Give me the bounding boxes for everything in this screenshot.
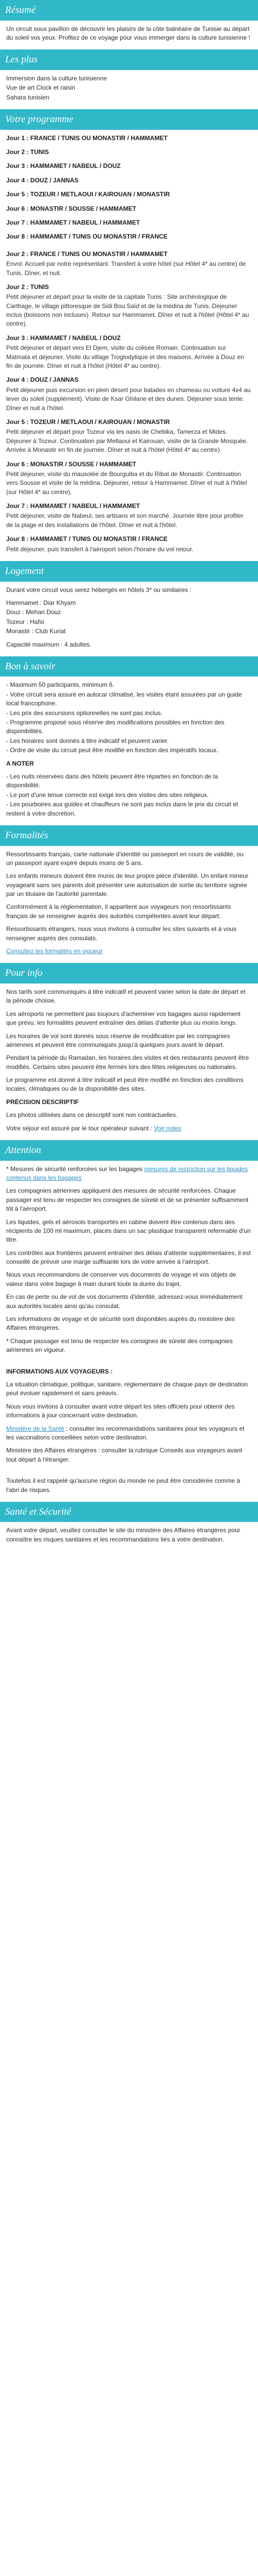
- day-title: Jour 8 : HAMMAMET / TUNIS OU MONASTIR / FRANCE: [6, 233, 168, 241]
- attention-lead: [6, 1165, 252, 1183]
- formalites-section: [0, 850, 258, 956]
- attention-section: [0, 1165, 258, 1495]
- day-description: Petit déjeuner puis excursion en plein désert pour balades en chameau ou voiture 4x4 au lever du soleil (supplément). Visite de Ksar Ghilane et des dunes. Déjeuner sous tente. Dîner et nuit à l'hôtel.: [6, 386, 251, 412]
- day-title: Jour 2 : FRANCE / TUNIS OU MONASTIR / HAMMAMET: [6, 250, 168, 258]
- info-item: - Les horaires sont donnés à titre indicatif et peuvent varier.: [6, 737, 169, 744]
- liquids-restriction-link[interactable]: mesures de restriction sur les liquides contenus dans les bagages: [6, 1165, 248, 1181]
- note-item: - Les nuits réservées dans des hôtels peuvent être réparties en fonction de la disponibilité.: [6, 773, 218, 789]
- resume-text: Un circuit sous pavillon de découvrir les plaisirs de la côte balnéaire de Tunisie au départ du soleil vos yeux. Profitez de ce voyage pour vous immerger dans la culture tunisienne !: [6, 25, 250, 41]
- ministere-sante-text: : consulter les recommandations sanitaires pour les voyageurs et les vaccinations conseillées selon votre destination.: [6, 1425, 245, 1441]
- highlights-list: [6, 74, 252, 102]
- sante-text: Avant votre départ, veuillez consulter le site du ministère des Affaires étrangères pour connaître les risques sanitaires et les recommandations liés à votre destination.: [6, 1527, 240, 1543]
- operator-note: [6, 1124, 252, 1133]
- info-voyageurs-heading: INFORMATIONS AUX VOYAGEURS :: [6, 1367, 113, 1375]
- day-title: Jour 5 : TOZEUR / METLAOUI / KAIROUAN / MONASTIR: [6, 418, 170, 426]
- info-paragraph: Les aéroports ne permettent pas toujours d'acheminer vos bagages aussi rapidement que prévu, les formalités peuvent entraîner des délais d'attente plus ou moins longs.: [6, 1010, 240, 1027]
- info-list: [6, 681, 252, 755]
- bon-savoir-section: [0, 681, 258, 818]
- attention-paragraph: En cas de perte ou de vol de vos documents d'identité, adressez-vous immédiatement aux autorités locales ainsi qu'au consulat.: [6, 1293, 243, 1310]
- formalites-paragraph: Les enfants mineurs doivent être munis de leur propre pièce d'identité. Un enfant mineur voyageant sans ses parents doit présenter une autorisation de sortie du territoire signée par un titulaire de l'autorité parentale.: [6, 872, 249, 898]
- note-heading: A NOTER: [6, 759, 34, 767]
- day-title: Jour 2 : TUNIS: [6, 283, 49, 291]
- attention-paragraph: Les compagnies aériennes appliquent des mesures de sécurité renforcées. Chaque passager est tenu de respecter les consignes de sûreté et de se présenter suffisamment tôt à l'aéroport.: [6, 1187, 249, 1213]
- attention-lead-text: * Mesures de sécurité renforcées sur les bagages: [6, 1165, 143, 1173]
- section-header-resume: Résumé: [0, 0, 258, 21]
- section-header-les-plus: Les plus: [0, 49, 258, 70]
- sante-section: [0, 1526, 258, 1544]
- highlight-item: Vue de art Clock et raisin: [6, 84, 75, 92]
- info-paragraph: Pendant la période du Ramadan, les horaires des visites et des restaurants peuvent être modifiés. Certains sites peuvent être fermés lors des fêtes religieuses ou nationales.: [6, 1054, 249, 1071]
- ministere-line: [6, 1425, 252, 1443]
- resume-section: [0, 25, 258, 43]
- precision-heading: PRÉCISION DESCRIPTIF: [6, 1098, 79, 1106]
- highlight-item: Immersion dans la culture tunisienne: [6, 74, 107, 82]
- info-paragraph: Le programme est donné à titre indicatif et peut être modifié en fonction des conditions locales, climatiques ou de la disponibilité des sites.: [6, 1076, 244, 1093]
- programme-section: [0, 134, 258, 554]
- attention-paragraph: Les contrôles aux frontières peuvent entraîner des délais d'attente supplémentaires, il est conseillé de prévoir une marge suffisante lors de votre arrivée à l'aéroport.: [6, 1249, 251, 1266]
- logement-section: [0, 586, 258, 649]
- hotel-item: Tozeur : Hafsi: [6, 618, 44, 625]
- section-header-programme: Votre programme: [0, 109, 258, 130]
- day-title: Jour 3 : HAMMAMET / NABEUL / DOUZ: [6, 162, 121, 170]
- capacity-note: Capacité maximum : 4 adultes.: [6, 640, 91, 648]
- attention-paragraph: Les informations de voyage et de sécurité sont disponibles auprès du ministère des Affaires étrangères.: [6, 1315, 235, 1332]
- info-voyageurs-paragraph: La situation climatique, politique, sanitaire, réglementaire de chaque pays de destination peut évoluer rapidement et sans préavis.: [6, 1381, 248, 1397]
- day-description: Petit déjeuner et départ vers El Djem, visite du colisée Romain. Continuation sur Matmata et déjeuner. Visite du village Troglodytique et des maisons. Arrivée à Douz en fin de journée. Dîner et nuit à l'hôtel (Hôtel 4* au centre).: [6, 344, 244, 370]
- day-title: Jour 8 : HAMMAMET / TUNIS OU MONASTIR / FRANCE: [6, 535, 168, 543]
- attention-paragraph: Les liquides, gels et aérosols transportés en cabine doivent être contenus dans des récipients de 100 ml maximum, placés dans un sac plastique transparent refermable d'un litre.: [6, 1218, 251, 1244]
- day-description: Petit déjeuner, puis transfert à l'aéroport selon l'horaire du vol retour.: [6, 545, 194, 553]
- day-title: Jour 7 : HAMMAMET / NABEUL / HAMMAMET: [6, 502, 140, 510]
- info-item: - Ordre de visite du circuit peut être modifié en fonction des impératifs locaux.: [6, 747, 218, 754]
- operator-note-label: Votre séjour est assuré par le tour opérateur suivant :: [6, 1124, 152, 1132]
- info-paragraph: Nos tarifs sont communiqués à titre indicatif et peuvent varier selon la date de départ et la période choisie.: [6, 988, 246, 1005]
- day-title: Jour 6 : MONASTIR / SOUSSE / HAMMAMET: [6, 205, 137, 212]
- hotel-list: [6, 599, 252, 636]
- info-voyageurs-paragraph: Nous vous invitons à consulter avant votre départ les sites officiels pour obtenir des informations à jour concernant votre destination.: [6, 1402, 235, 1419]
- attention-paragraph: * Chaque passager est tenu de respecter les consignes de sûreté des compagnies aériennes en vigueur.: [6, 1337, 233, 1354]
- day-title: Jour 4 : DOUZ / JANNAS: [6, 176, 79, 184]
- formalites-paragraph: Conformément à la réglementation, il appartient aux voyageurs non ressortissants français de se renseigner auprès des autorités compétentes avant leur départ.: [6, 903, 231, 920]
- info-paragraph: Les horaires de vol sont donnés sous réserve de modification par les compagnies aériennes et peuvent être communiqués jusqu'à quelques jours avant le départ.: [6, 1032, 230, 1048]
- pour-info-section: [0, 988, 258, 1133]
- day-title: Jour 7 : HAMMAMET / NABEUL / HAMMAMET: [6, 218, 140, 226]
- hotel-item: Hammamet : Diar Khyam: [6, 599, 76, 606]
- day-description: Envol. Accueil par notre représentant. Transfert à votre hôtel (sur Hôtel 4* au centre) de Tunis. Dîner, et nuit.: [6, 260, 246, 277]
- day-description: Petit déjeuner, visite du mausolée de Bourguiba et du Ribat de Monastir. Continuation vers Sousse et visite de la médina. Déjeuner, retour à Hammamet. Dîner et nuit à l'hôtel (sur Hôtel 4* au centre).: [6, 470, 247, 496]
- info-item: - Les prix des excursions optionnelles ne sont pas inclus.: [6, 709, 163, 717]
- info-item: - Maximum 50 participants, minimum 6.: [6, 681, 115, 689]
- les-plus-section: [0, 74, 258, 102]
- note-item: - Les pourboires aux guides et chauffeurs ne sont pas inclus dans le prix du circuit et restent à votre discrétion.: [6, 801, 238, 817]
- logement-intro: Durant votre circuit vous serez hébergés en hôtels 3* ou similaires :: [6, 586, 191, 594]
- day-title: Jour 4 : DOUZ / JANNAS: [6, 376, 79, 384]
- day-description: Petit déjeuner et départ pour Tozeur via les oasis de Chebika, Tamerza et Mides. Déjeuner à Tozeur. Continuation par Metlaoui et Kairouan, visite de la Grande Mosquée. Arrivée à Monastir en fin de journée. Dîner et nuit à l'hôtel (Hôtel 4* au centre).: [6, 428, 248, 454]
- info-item: - Programme proposé sous réserve des modifications possibles en fonction des disponibilités.: [6, 719, 224, 735]
- day-title: Jour 1 : FRANCE / TUNIS OU MONASTIR / HAMMAMET: [6, 134, 168, 142]
- day-title: Jour 3 : HAMMAMET / NABEUL / DOUZ: [6, 334, 121, 342]
- note-item: - Le port d'une tenue correcte est exigé lors des visites des sites religieux.: [6, 791, 209, 799]
- hotel-item: Douz : Mehari Douz: [6, 608, 61, 616]
- ministere-sante-link[interactable]: Ministère de la Santé: [6, 1425, 64, 1432]
- section-header-attention: Attention: [0, 1140, 258, 1161]
- formalites-paragraph: Ressortissants français, carte nationale d'identité ou passeport en cours de validité, ou un passeport ayant expiré depuis moins de 5 ans.: [6, 850, 244, 867]
- notes-list: [6, 772, 252, 818]
- section-header-formalites: Formalités: [0, 825, 258, 846]
- highlight-item: Sahara tunisien: [6, 93, 50, 101]
- hotel-item: Monastir : Club Kuriat: [6, 628, 66, 635]
- precision-text: Les photos utilisées dans ce descriptif sont non contractuelles.: [6, 1111, 178, 1119]
- day-title: Jour 5 : TOZEUR / METLAOUI / KAIROUAN / MONASTIR: [6, 191, 170, 198]
- formalites-link[interactable]: Consultez les formalités en vigueur: [6, 947, 103, 955]
- day-description: Petit déjeuner et départ pour la visite de la capitale Tunis : Site archéologique de Carthage, le village pittoresque de Sidi Bou Saïd et de la médina de Tunis. Déjeuner inclus (boissons non incluses). Retour sur Hammamet. Dîner et nuit à l'hôtel (Hôtel 4* au centre).: [6, 293, 249, 328]
- info-item: - Votre circuit sera assuré en autocar climatisé, les visites étant assurées par un guide local francophone.: [6, 690, 242, 707]
- section-header-pour-info: Pour info: [0, 963, 258, 984]
- operator-link[interactable]: Voir notes: [154, 1124, 182, 1132]
- day-title: Jour 2 : TUNIS: [6, 148, 49, 156]
- section-header-bon-savoir: Bon à savoir: [0, 656, 258, 677]
- day-description: Petit déjeuner, visite de Nabeul, ses artisans et son marché. Journée libre pour profiter de la plage et des installations de l'hôtel. Dîner et nuit à l'hôtel.: [6, 512, 244, 529]
- attention-paragraph: Nous vous recommandons de conserver vos documents de voyage et vos objets de valeur dans votre bagage à main durant toute la durée du trajet.: [6, 1271, 236, 1287]
- closing-note: Toutefois il est rappelé qu'aucune région du monde ne peut être considérée comme à l'abri de risques.: [6, 1477, 240, 1494]
- section-header-logement: Logement: [0, 561, 258, 582]
- formalites-paragraph: Ressortissants étrangers, nous vous invitons à consulter les sites suivants et à vous renseigner auprès des consulats.: [6, 925, 237, 942]
- section-header-sante: Santé et Sécurité: [0, 1502, 258, 1522]
- day-title: Jour 6 : MONASTIR / SOUSSE / HAMMAMET: [6, 460, 137, 468]
- diplomatie-line: Ministère des Affaires étrangères : consulter la rubrique Conseils aux voyageurs avant tout départ à l'étranger.: [6, 1447, 243, 1463]
